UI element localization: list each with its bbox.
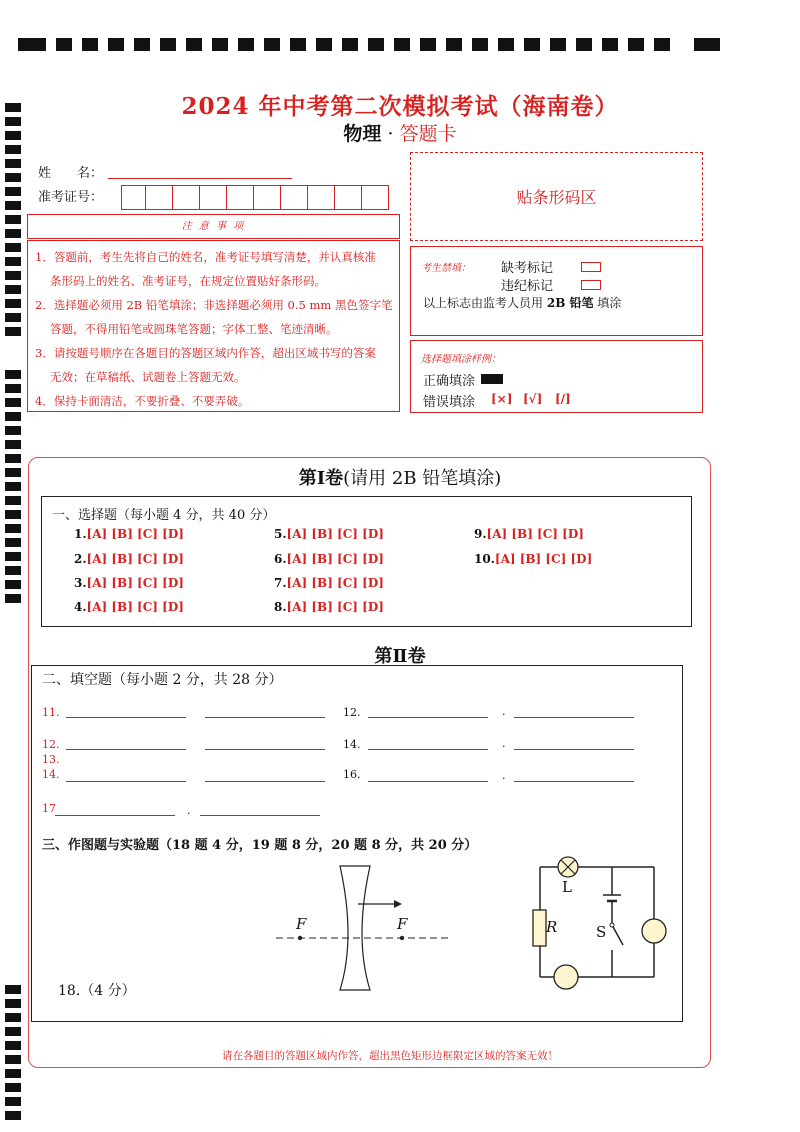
qnum: 7.	[274, 576, 287, 590]
notice-item: 条形码上的姓名、准考证号，在规定位置贴好条形码。	[50, 274, 326, 288]
notice-item: 4．保持卡面清洁，不要折叠、不要弄破。	[35, 394, 250, 408]
proctor-note	[423, 294, 621, 311]
id-box[interactable]	[281, 185, 308, 210]
wrong-mark: [×]	[491, 392, 513, 406]
q16-number: 16.	[343, 768, 361, 781]
q18-label: 18.（4 分）	[58, 983, 136, 999]
draw-section-label: 三、作图题与实验题（18 题 4 分，19 题 8 分，20 题 8 分，共 20 分）	[42, 838, 478, 853]
id-box[interactable]	[121, 185, 146, 210]
qnum: 10.	[474, 552, 495, 566]
choice-options[interactable]: [A] [B] [C] [D]	[286, 552, 384, 566]
qnum: 1.	[74, 527, 87, 541]
focal-point-right	[400, 936, 404, 940]
q12-blank-1[interactable]	[368, 717, 488, 718]
choice-options[interactable]: [A] [B] [C] [D]	[286, 600, 384, 614]
correct-mark	[481, 374, 503, 384]
choice-q2[interactable]	[74, 552, 184, 566]
qnum: 2.	[74, 552, 87, 566]
qnum: 3.	[74, 576, 87, 590]
choice-q4[interactable]	[74, 600, 184, 614]
part1-title	[0, 464, 800, 490]
qnum: 5.	[274, 527, 287, 541]
choice-options[interactable]: [A] [B] [C] [D]	[286, 527, 384, 541]
focal-label-right: F	[397, 915, 408, 933]
q14b-number: 14.	[42, 768, 60, 781]
id-box[interactable]	[227, 185, 254, 210]
absent-label: 缺考标记	[501, 261, 554, 276]
choice-q10[interactable]	[474, 552, 592, 566]
notice-item: 无效；在草稿纸、试题卷上答题无效。	[50, 370, 246, 384]
proctor-box	[410, 246, 703, 336]
circuit-diagram	[520, 850, 670, 1000]
correct-label: 正确填涂	[423, 374, 476, 389]
id-box[interactable]	[335, 185, 362, 210]
choice-q8[interactable]	[274, 600, 384, 614]
q12-blank-2[interactable]	[514, 717, 634, 718]
ray-arrow	[394, 900, 402, 908]
id-box[interactable]	[146, 185, 173, 210]
wrong-mark: [/]	[555, 392, 571, 406]
name-label: 姓 名：	[38, 166, 104, 181]
part1-title-bold: 第Ⅰ卷	[298, 468, 344, 489]
switch-label: S	[596, 923, 607, 941]
id-box[interactable]	[173, 185, 200, 210]
q14-blank-1[interactable]	[368, 749, 488, 750]
q12b-blank-2[interactable]	[205, 749, 325, 750]
q16-blank-1[interactable]	[368, 781, 488, 782]
meter-right	[642, 919, 666, 943]
q16-blank-2[interactable]	[514, 781, 634, 782]
notice-item: 3．请按题号顺序在各题目的答题区域内作答，超出区域书写的答案	[35, 346, 376, 360]
absent-mark[interactable]	[581, 262, 601, 272]
meter-bottom	[554, 965, 578, 989]
qnum: 9.	[474, 527, 487, 541]
choice-options[interactable]: [A] [B] [C] [D]	[286, 576, 384, 590]
concave-lens	[340, 866, 370, 990]
notice-title: 注 意 事 项	[181, 221, 246, 232]
choice-options[interactable]: [A] [B] [C] [D]	[86, 576, 184, 590]
choice-section-label: 一、选择题（每小题 4 分，共 40 分）	[52, 508, 276, 523]
q11-blank-1[interactable]	[66, 717, 186, 718]
notice-title-box	[27, 214, 400, 239]
q11-number: 11.	[42, 706, 60, 719]
q12-number: 12.	[343, 706, 361, 719]
focal-point-left	[298, 936, 302, 940]
id-box[interactable]	[362, 185, 389, 210]
q17-dot: .	[187, 804, 191, 817]
id-box[interactable]	[200, 185, 227, 210]
q17-number: 17	[42, 802, 56, 815]
q14-blank-2[interactable]	[514, 749, 634, 750]
fill-example-box	[410, 340, 703, 413]
resistor-symbol	[533, 910, 546, 946]
subject-label: 物理	[343, 123, 382, 145]
q14b-blank-1[interactable]	[66, 781, 186, 782]
q16-dot: .	[502, 769, 506, 782]
lamp-label: L	[562, 878, 572, 896]
qnum: 8.	[274, 600, 287, 614]
proctor-note-end: 填涂	[597, 296, 622, 310]
switch-blade	[612, 925, 623, 945]
wrong-mark: [√]	[523, 392, 543, 406]
wrong-label: 错误填涂	[423, 395, 476, 410]
notice-item: 1．答题前，考生先将自己的姓名，准考证号填写清楚，并认真核准	[35, 250, 376, 264]
choice-q6[interactable]	[274, 552, 384, 566]
q12b-blank-1[interactable]	[66, 749, 186, 750]
fill-section-label: 二、填空题（每小题 2 分，共 28 分）	[42, 672, 283, 688]
resistor-label: R	[546, 918, 558, 936]
id-box[interactable]	[254, 185, 281, 210]
choice-options[interactable]: [A] [B] [C] [D]	[86, 600, 184, 614]
choice-q3[interactable]	[74, 576, 184, 590]
choice-options[interactable]: [A] [B] [C] [D]	[494, 552, 593, 566]
exam-title: 2024 年中考第二次模拟考试（海南卷）	[181, 93, 619, 120]
q12-dot: .	[502, 705, 506, 718]
q17-blank-1[interactable]	[55, 815, 175, 816]
q12b-number: 12.	[42, 738, 60, 751]
qnum: 4.	[74, 600, 87, 614]
barcode-area	[410, 152, 703, 241]
q11-blank-2[interactable]	[205, 717, 325, 718]
barcode-label: 贴条形码区	[516, 188, 597, 207]
choice-options[interactable]: [A] [B] [C] [D]	[486, 527, 584, 541]
q13-number: 13.	[42, 753, 60, 766]
choice-options[interactable]: [A] [B] [C] [D]	[86, 527, 184, 541]
violation-mark[interactable]	[581, 280, 601, 290]
id-label: 准考证号：	[38, 190, 104, 205]
exam-subtitle	[0, 119, 800, 146]
q14-number: 14.	[343, 738, 361, 751]
choice-options[interactable]: [A] [B] [C] [D]	[86, 552, 184, 566]
subtitle-dot: ·	[387, 123, 394, 145]
part2-title: 第Ⅱ卷	[374, 646, 426, 667]
proctor-note-text: 以上标志由监考人员用	[423, 296, 544, 310]
violation-label: 违纪标记	[501, 279, 554, 294]
footer-warning: 请在各题目的答题区域内作答，超出黑色矩形边框限定区域的答案无效！	[222, 1050, 558, 1062]
notice-item: 2．选择题必须用 2B 铅笔填涂；非选择题必须用 0.5 mm 黑色签字笔	[35, 298, 393, 312]
q17-blank-2[interactable]	[200, 815, 320, 816]
proctor-note-bold: 2B 铅笔	[546, 296, 594, 310]
proctor-title: 考生禁填：	[421, 263, 471, 274]
switch-pivot	[610, 923, 614, 927]
qnum: 6.	[274, 552, 287, 566]
id-boxes[interactable]	[121, 185, 389, 210]
id-box[interactable]	[308, 185, 335, 210]
choice-q5[interactable]	[274, 527, 384, 541]
part1-title-rest: (请用 2B 铅笔填涂)	[343, 468, 502, 489]
notice-item: 答题，不得用铅笔或圆珠笔答题；字体工整、笔迹清晰。	[50, 322, 338, 336]
answer-card-label: 答题卡	[399, 123, 457, 145]
notice-box	[27, 240, 400, 412]
focal-label-left: F	[296, 915, 307, 933]
q14-dot: .	[502, 737, 506, 750]
name-field[interactable]	[108, 178, 292, 179]
fill-example-title: 选择题填涂样例：	[421, 354, 501, 365]
choice-q9[interactable]	[474, 527, 584, 541]
q14b-blank-2[interactable]	[205, 781, 325, 782]
choice-q1[interactable]	[74, 527, 184, 541]
choice-q7[interactable]	[274, 576, 384, 590]
